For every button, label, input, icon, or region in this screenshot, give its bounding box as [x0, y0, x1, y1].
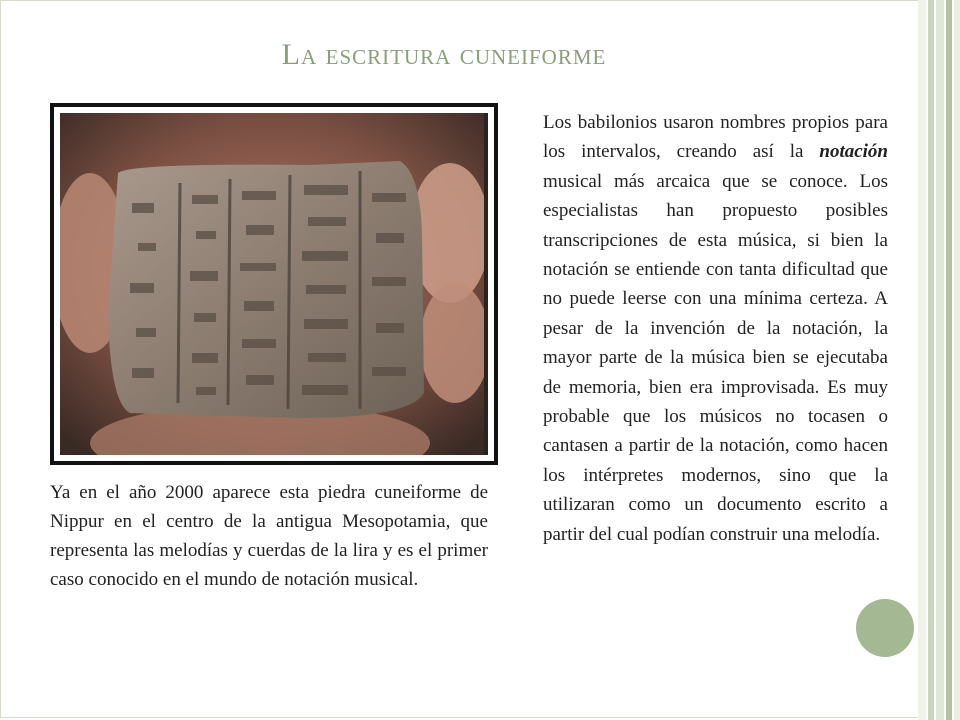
cuneiform-tablet-photo [50, 103, 498, 465]
decorative-circle [856, 599, 914, 657]
body-text-start: Los babilonios usaron nombres propios para los intervalos, creando así la [543, 112, 888, 163]
side-bar [946, 0, 952, 720]
emphasized-word: notación [819, 141, 888, 163]
side-bar [928, 0, 934, 720]
side-bar [954, 0, 960, 720]
body-paragraph [543, 108, 888, 549]
side-bar [936, 0, 944, 720]
slide-title: La escritura cuneiforme [281, 38, 607, 71]
body-text-end: musical más arcaica que se conoce. Los especialistas han propuesto posibles transcripciones de esta música, si bien la notación se entiende con tanta dificultad que no puede leerse con una mínima certeza. A pesar de la invención de la notación, la mayor parte de la música bien se ejecutaba de memoria, bien era improvisada. Es muy probable que los músicos no tocasen o cantasen a partir de la notación, como hacen los intérpretes modernos, sino que la utilizaran como un documento escrito a partir del cual podían construir una melodía. [543, 170, 888, 545]
decorative-side-bars [918, 0, 960, 720]
photo-image [54, 107, 494, 461]
tablet-illustration [60, 113, 484, 455]
photo-caption: Ya en el año 2000 aparece esta piedra cuneiforme de Nippur en el centro de la antigua Mesopotamia, que representa las melodías y cuerdas de la lira y es el primer caso conocido en el mundo de notación musical. [50, 482, 488, 590]
side-bar [918, 0, 926, 720]
